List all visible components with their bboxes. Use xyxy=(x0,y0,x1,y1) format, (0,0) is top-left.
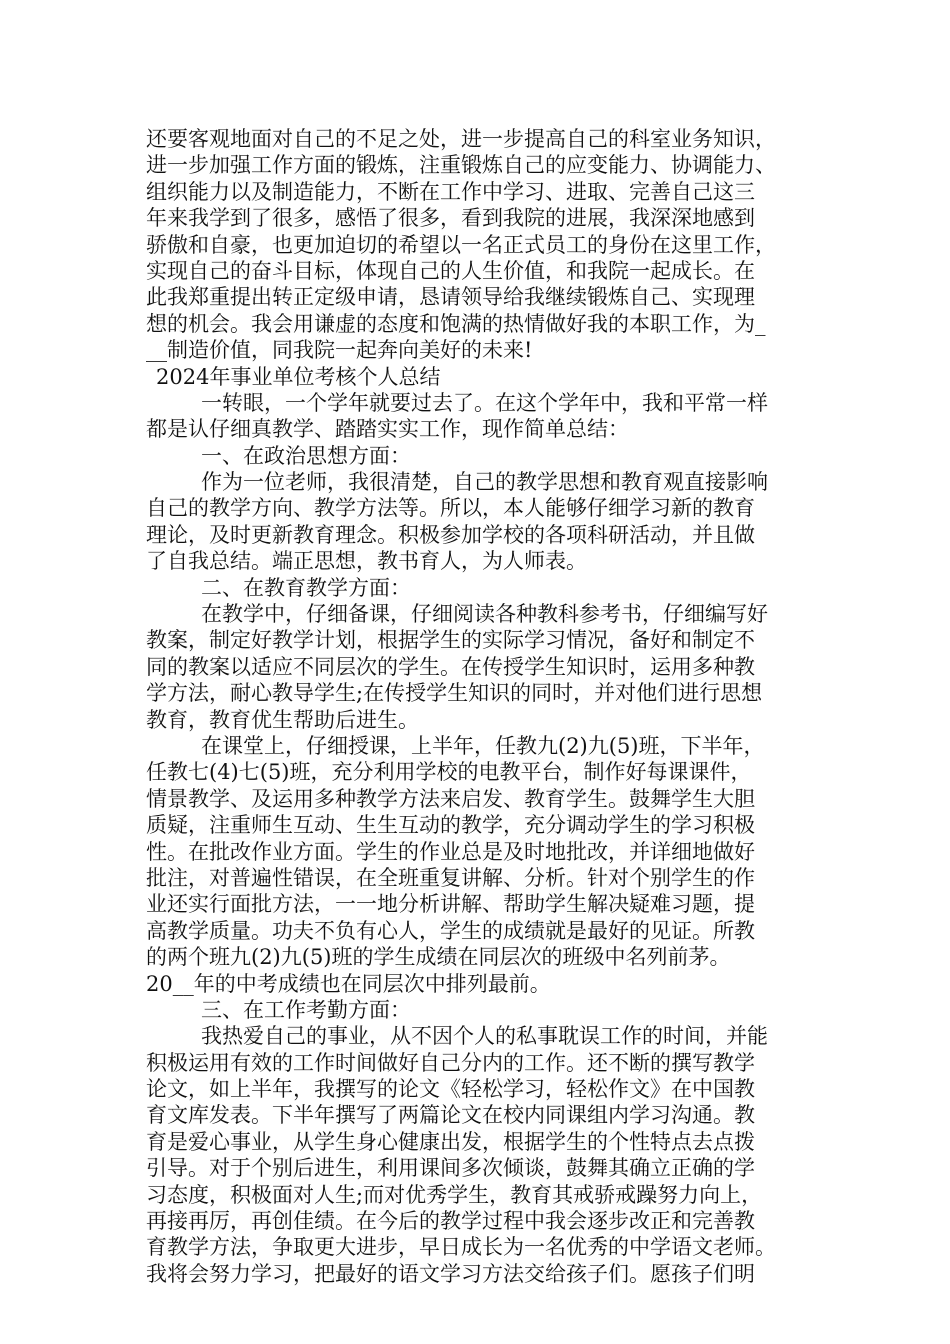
text-line: 任教七(4)七(5)班，充分利用学校的电教平台，制作好每课课件， xyxy=(146,760,752,785)
text-line: 育教学方法，争取更大进步，早日成长为一名优秀的中学语文老师。 xyxy=(146,1235,776,1260)
section-heading: 三、在工作考勤方面： xyxy=(201,997,411,1022)
text-line: 自己的教学方向、教学方法等。所以，本人能够仔细学习新的教育 xyxy=(146,496,755,521)
text-line: 育是爱心事业，从学生身心健康出发，根据学生的个性特点去点拨 xyxy=(146,1129,755,1154)
document-body xyxy=(146,126,830,1287)
text-line: 在教学中，仔细备课，仔细阅读各种教科参考书，仔细编写好 xyxy=(201,602,768,627)
text-line: 质疑，注重师生互动、生生互动的教学，充分调动学生的学习积极 xyxy=(146,813,755,838)
text-line: 了自我总结。端正思想，教书育人，为人师表。 xyxy=(146,549,587,574)
text-line: 我热爱自己的事业，从不因个人的私事耽误工作的时间，并能 xyxy=(201,1024,768,1049)
text-line: __制造价值，同我院一起奔向美好的未来! xyxy=(146,338,533,363)
text-line: 积极运用有效的工作时间做好自己分内的工作。还不断的撰写教学 xyxy=(146,1050,755,1075)
text-line: 教案，制定好教学计划，根据学生的实际学习情况，备好和制定不 xyxy=(146,628,755,653)
text-line: 引导。对于个别后进生，利用课间多次倾谈，鼓舞其确立正确的学 xyxy=(146,1156,755,1181)
text-line: 一转眼，一个学年就要过去了。在这个学年中，我和平常一样 xyxy=(201,390,768,415)
text-line: 的两个班九(2)九(5)班的学生成绩在同层次的班级中名列前茅。 xyxy=(146,945,731,970)
text-line: 想的机会。我会用谦虚的态度和饱满的热情做好我的本职工作，为_ xyxy=(146,311,766,336)
text-line: 组织能力以及制造能力，不断在工作中学习、进取、完善自己这三 xyxy=(146,179,755,204)
text-line: 学方法，耐心教导学生;在传授学生知识的同时，并对他们进行思想 xyxy=(146,681,763,706)
section-title: 2024年事业单位考核个人总结 xyxy=(156,364,441,389)
text-line: 20__年的中考成绩也在同层次中排列最前。 xyxy=(146,971,551,996)
text-line: 教育，教育优生帮助后进生。 xyxy=(146,707,419,732)
text-line: 我将会努力学习，把最好的语文学习方法交给孩子们。愿孩子们明 xyxy=(146,1261,755,1286)
text-line: 进一步加强工作方面的锻炼，注重锻炼自己的应变能力、协调能力、 xyxy=(146,153,776,178)
text-line: 性。在批改作业方面。学生的作业总是及时地批改，并详细地做好 xyxy=(146,839,755,864)
text-line: 骄傲和自豪，也更加迫切的希望以一名正式员工的身份在这里工作， xyxy=(146,232,776,257)
section-heading: 一、在政治思想方面： xyxy=(201,443,411,468)
text-line: 还要客观地面对自己的不足之处，进一步提高自己的科室业务知识， xyxy=(146,127,776,151)
text-line: 此我郑重提出转正定级申请，恳请领导给我继续锻炼自己、实现理 xyxy=(146,285,755,310)
text-line: 业还实行面批方法，一一地分析讲解、帮助学生解决疑难习题，提 xyxy=(146,892,755,917)
text-line: 年来我学到了很多，感悟了很多，看到我院的进展，我深深地感到 xyxy=(146,206,755,231)
text-line: 理论，及时更新教育理念。积极参加学校的各项科研活动，并且做 xyxy=(146,522,755,547)
text-line: 情景教学、及运用多种教学方法来启发、教育学生。鼓舞学生大胆 xyxy=(146,786,755,811)
text-line: 论文，如上半年，我撰写的论文《轻松学习，轻松作文》在中国教 xyxy=(146,1077,755,1102)
text-line: 习态度，积极面对人生;而对优秀学生，教育其戒骄戒躁努力向上， xyxy=(146,1182,763,1207)
text-line: 再接再厉，再创佳绩。在今后的教学过程中我会逐步改正和完善教 xyxy=(146,1209,755,1234)
text-line: 批注，对普遍性错误，在全班重复讲解、分析。针对个别学生的作 xyxy=(146,865,755,890)
text-line: 作为一位老师，我很清楚，自己的教学思想和教育观直接影响 xyxy=(201,470,768,495)
text-line: 高教学质量。功夫不负有心人，学生的成绩就是最好的见证。所教 xyxy=(146,918,755,943)
text-line: 实现自己的奋斗目标，体现自己的人生价值，和我院一起成长。在 xyxy=(146,258,755,283)
section-heading: 二、在教育教学方面： xyxy=(201,575,411,600)
text-line: 在课堂上，仔细授课，上半年，任教九(2)九(5)班，下半年， xyxy=(201,733,765,758)
text-line: 育文库发表。下半年撰写了两篇论文在校内同课组内学习沟通。教 xyxy=(146,1103,755,1128)
text-line: 都是认仔细真教学、踏踏实实工作，现作简单总结： xyxy=(146,417,629,442)
text-line: 同的教案以适应不同层次的学生。在传授学生知识时，运用多种教 xyxy=(146,654,755,679)
